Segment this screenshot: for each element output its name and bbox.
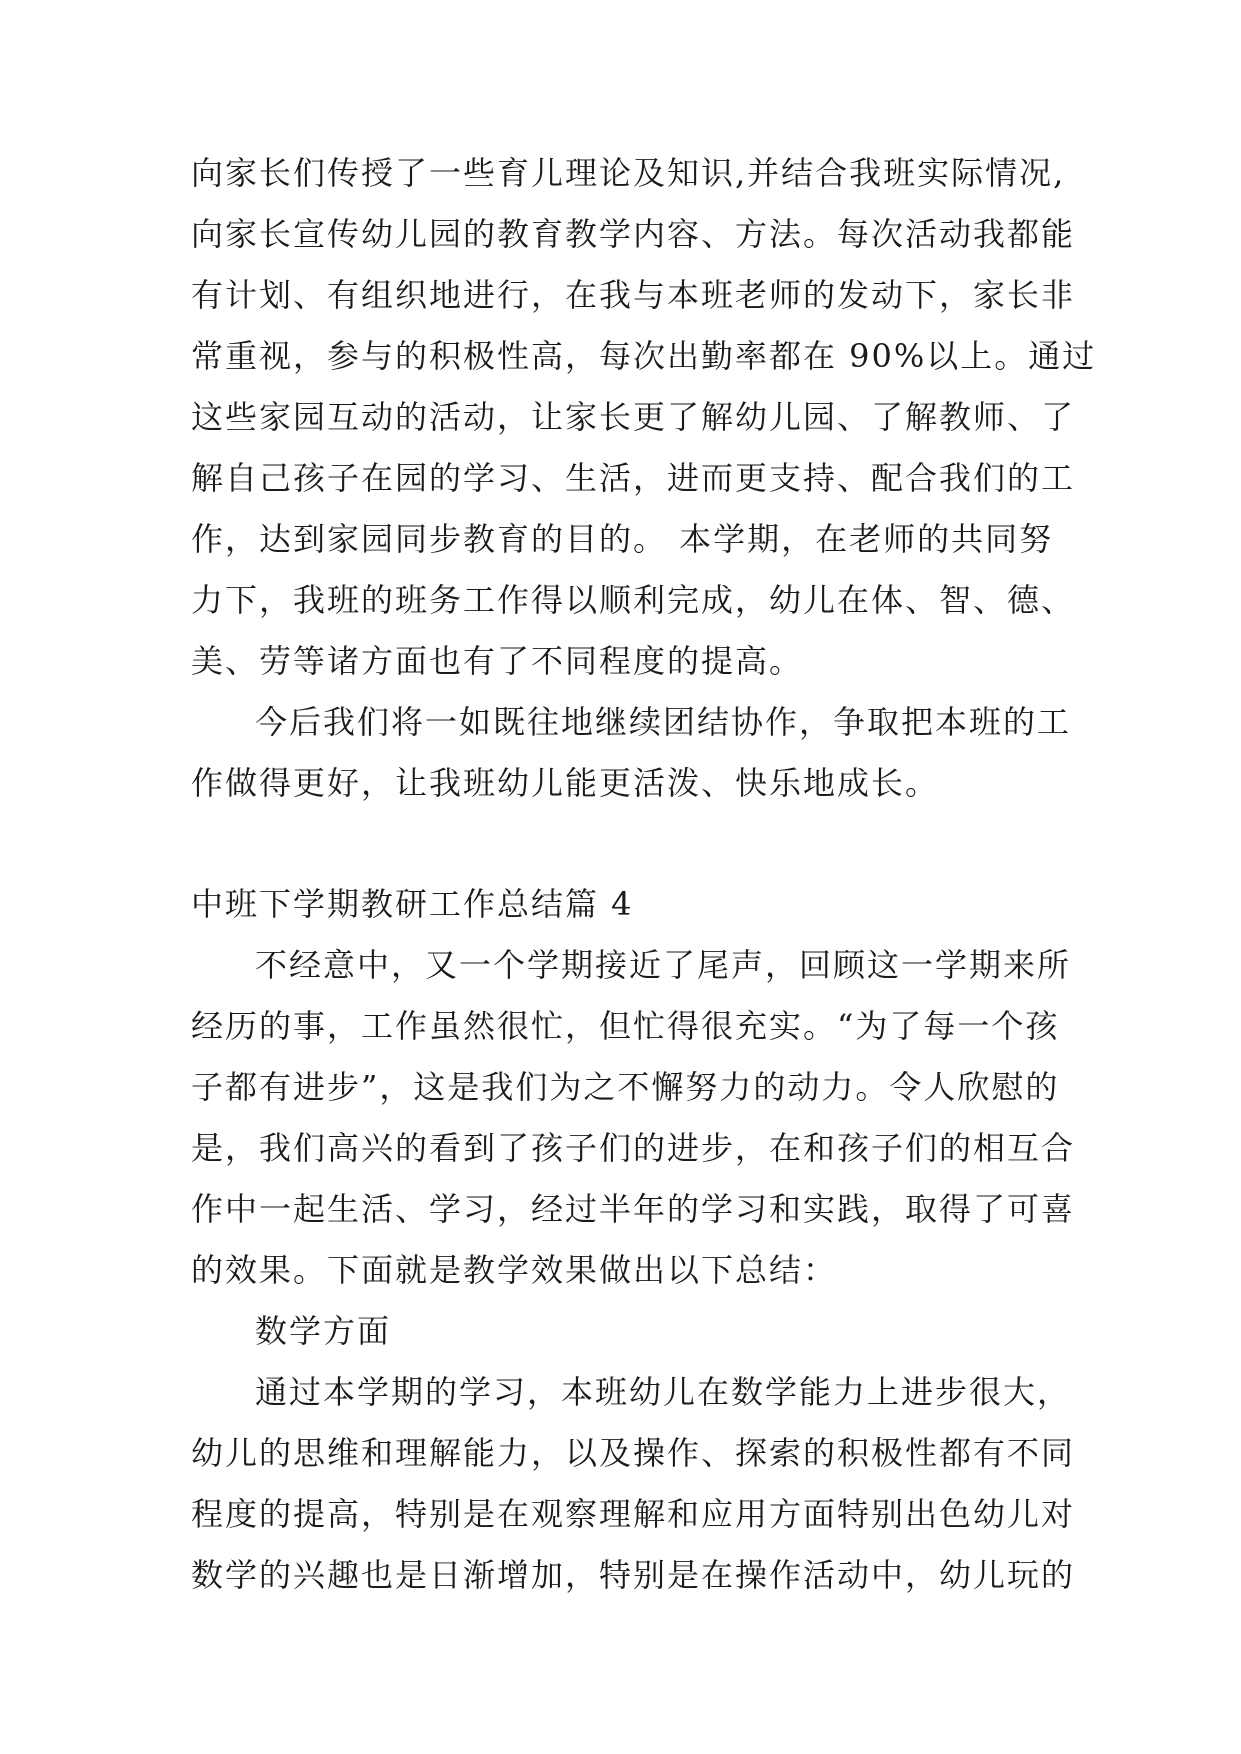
subsection-heading: 数学方面: [255, 1312, 392, 1350]
paragraph-line: 的效果。下面就是教学效果做出以下总结：: [191, 1251, 838, 1289]
paragraph-line: 今后我们将一如既往地继续团结协作，争取把本班的工: [255, 703, 1072, 741]
paragraph-line: 程度的提高，特别是在观察理解和应用方面特别出色幼儿对: [191, 1495, 1076, 1533]
paragraph-line: 向家长们传授了一些育儿理论及知识,并结合我班实际情况,: [191, 154, 1066, 192]
paragraph-line: 美、劳等诸方面也有了不同程度的提高。: [191, 642, 804, 680]
paragraph-line: 通过本学期的学习，本班幼儿在数学能力上进步很大，: [255, 1373, 1072, 1411]
paragraph-line: 常重视，参与的积极性高，每次出勤率都在 90%以上。通过: [191, 337, 1097, 375]
paragraph-line: 向家长宣传幼儿园的教育教学内容、方法。每次活动我都能: [191, 215, 1076, 253]
paragraph-line: 这些家园互动的活动，让家长更了解幼儿园、了解教师、了: [191, 398, 1076, 436]
paragraph-line: 幼儿的思维和理解能力，以及操作、探索的积极性都有不同: [191, 1434, 1076, 1472]
paragraph-line: 解自己孩子在园的学习、生活，进而更支持、配合我们的工: [191, 459, 1076, 497]
paragraph-line: 子都有进步”，这是我们为之不懈努力的动力。令人欣慰的: [191, 1068, 1060, 1106]
paragraph-line: 有计划、有组织地进行，在我与本班老师的发动下，家长非: [191, 276, 1076, 314]
paragraph-line: 作，达到家园同步教育的目的。 本学期，在老师的共同努: [191, 520, 1054, 558]
paragraph-line: 力下，我班的班务工作得以顺利完成，幼儿在体、智、德、: [191, 581, 1076, 619]
section-heading: 中班下学期教研工作总结篇 4: [191, 885, 634, 923]
paragraph-line: 是，我们高兴的看到了孩子们的进步，在和孩子们的相互合: [191, 1129, 1076, 1167]
paragraph-line: 作中一起生活、学习，经过半年的学习和实践，取得了可喜: [191, 1190, 1076, 1228]
paragraph-line: 不经意中，又一个学期接近了尾声，回顾这一学期来所: [255, 946, 1072, 984]
paragraph-line: 作做得更好，让我班幼儿能更活泼、快乐地成长。: [191, 764, 940, 802]
paragraph-line: 数学的兴趣也是日渐增加，特别是在操作活动中，幼儿玩的: [191, 1556, 1076, 1594]
paragraph-line: 经历的事，工作虽然很忙，但忙得很充实。“为了每一个孩: [191, 1007, 1060, 1045]
